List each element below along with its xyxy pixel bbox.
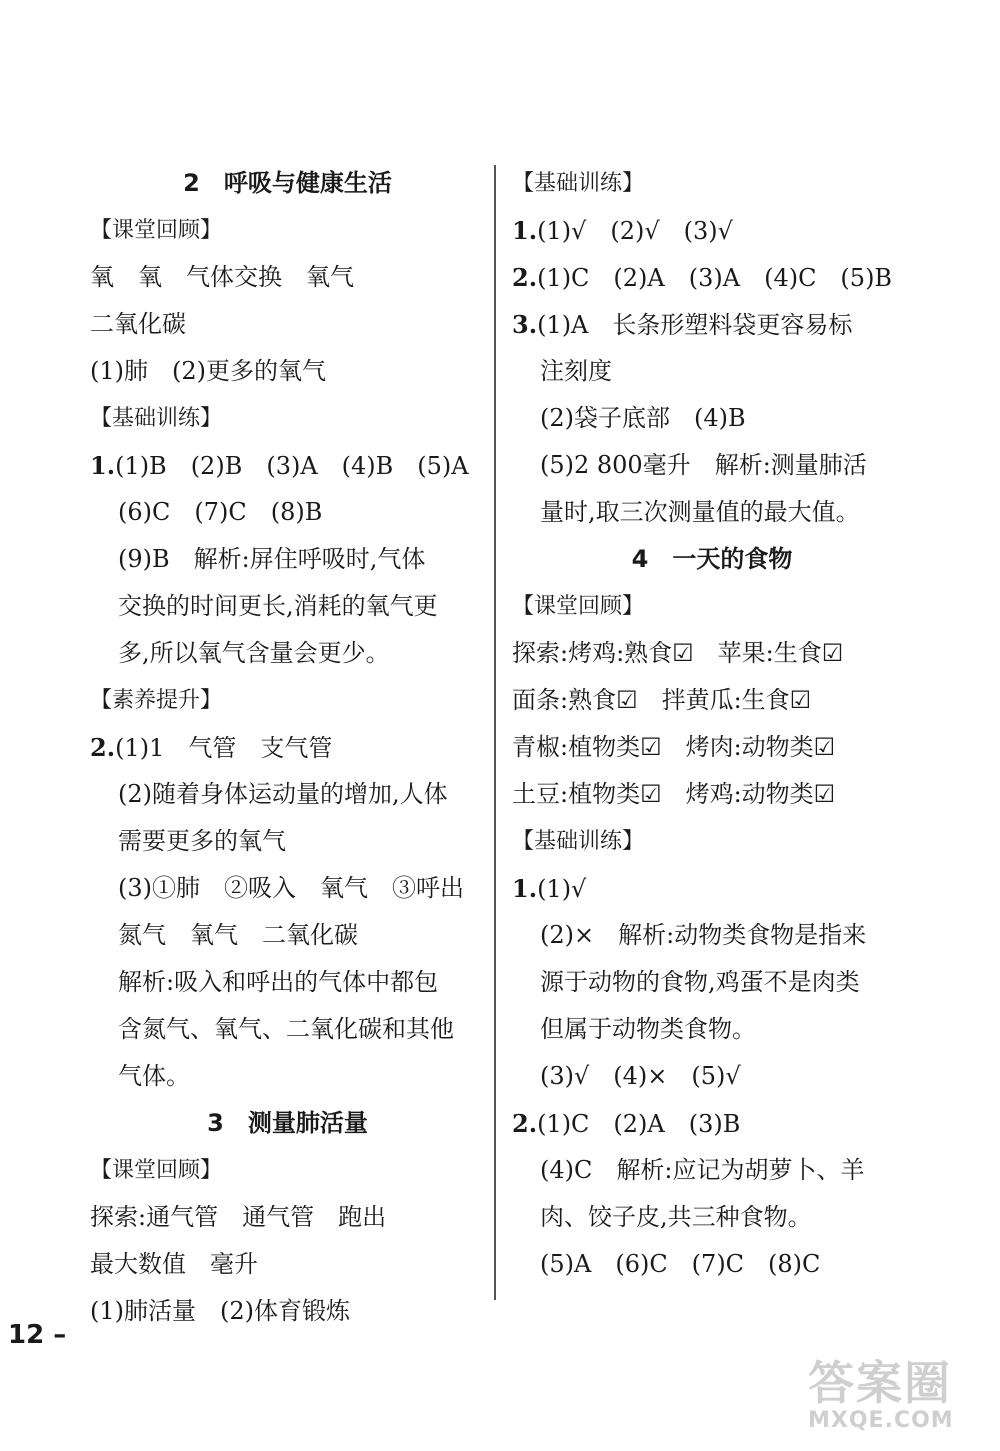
answer-line: (1)肺活量 (2)体育锻炼 <box>90 1297 350 1325</box>
answer-line: (6)C (7)C (8)B <box>118 498 323 526</box>
answer-line: 含氮气、氧气、二氧化碳和其他 <box>118 1015 454 1043</box>
page-number: 12 – <box>8 1320 67 1350</box>
answer-line: 气体。 <box>118 1062 190 1090</box>
answer-line: (4)C 解析:应记为胡萝卜、羊 <box>540 1156 865 1184</box>
answer-line: 交换的时间更长,消耗的氧气更 <box>118 592 438 620</box>
section-heading: 【基础训练】 <box>90 406 223 431</box>
answer-line: (5)A (6)C (7)C (8)C <box>540 1250 821 1278</box>
question-number: 1. <box>512 874 538 903</box>
question-line <box>512 1100 912 1147</box>
answer-line: 肉、饺子皮,共三种食物。 <box>540 1203 812 1231</box>
watermark-url: MXQE.COM <box>808 1408 954 1433</box>
answer-line: 氧 氧 气体交换 氧气 <box>90 263 354 291</box>
answer-line: 探索:烤鸡:熟食☑ 苹果:生食☑ <box>512 639 844 667</box>
answer-line: (9)B 解析:屏住呼吸时,气体 <box>118 545 426 573</box>
answer-line: 解析:吸入和呼出的气体中都包 <box>118 968 439 996</box>
answer-text: (1)B (2)B (3)A (4)B (5)A <box>115 452 469 480</box>
answer-text: (1)C (2)A (3)A (4)C (5)B <box>537 264 893 292</box>
column-divider <box>494 165 496 1300</box>
section-title: 4 一天的食物 <box>631 545 793 573</box>
answer-line: (3)√ (4)× (5)√ <box>540 1062 741 1090</box>
question-number: 2. <box>512 263 538 292</box>
answer-line: (2)× 解析:动物类食物是指来 <box>540 921 867 949</box>
answer-line: 量时,取三次测量值的最大值。 <box>540 498 860 526</box>
answer-line: 多,所以氧气含量会更少。 <box>118 639 390 667</box>
watermark-text: 答案圈 <box>808 1356 952 1410</box>
answer-line: 需要更多的氧气 <box>118 827 286 855</box>
section-heading: 【课堂回顾】 <box>512 594 645 619</box>
section-heading: 【基础训练】 <box>512 171 645 196</box>
answer-line: (5)2 800毫升 解析:测量肺活 <box>540 451 867 479</box>
answer-line: 注刻度 <box>540 357 612 385</box>
question-line <box>90 724 485 771</box>
question-number: 2. <box>90 733 116 762</box>
answer-line: 探索:通气管 通气管 跑出 <box>90 1203 387 1231</box>
question-line <box>90 442 485 489</box>
answer-line: 源于动物的食物,鸡蛋不是肉类 <box>540 968 860 996</box>
answer-text: (1)√ <box>537 875 587 903</box>
answer-line: 氮气 氧气 二氧化碳 <box>118 921 358 949</box>
answer-text: (1)A 长条形塑料袋更容易标 <box>537 311 853 339</box>
section-title: 3 测量肺活量 <box>207 1109 368 1137</box>
question-number: 2. <box>512 1109 538 1138</box>
question-line <box>512 865 912 912</box>
answer-line: 土豆:植物类☑ 烤鸡:动物类☑ <box>512 780 836 808</box>
watermark-logo <box>808 1358 988 1434</box>
section-heading: 【课堂回顾】 <box>90 1158 223 1183</box>
question-number: 3. <box>512 310 538 339</box>
answer-text: (1)C (2)A (3)B <box>537 1110 741 1138</box>
section-heading: 【基础训练】 <box>512 829 645 854</box>
answer-line: (1)肺 (2)更多的氧气 <box>90 357 326 385</box>
section-title: 2 呼吸与健康生活 <box>183 169 392 197</box>
answer-line: (2)袋子底部 (4)B <box>540 404 746 432</box>
question-line <box>512 301 912 348</box>
answer-line: (2)随着身体运动量的增加,人体 <box>118 780 448 808</box>
left-column <box>90 160 485 1335</box>
answer-text: (1)1 气管 支气管 <box>115 734 333 762</box>
answer-line: 但属于动物类食物。 <box>540 1015 756 1043</box>
question-line <box>512 207 912 254</box>
answer-line: 二氧化碳 <box>90 310 186 338</box>
answer-text: (1)√ (2)√ (3)√ <box>537 217 733 245</box>
question-line <box>512 254 912 301</box>
section-heading: 【课堂回顾】 <box>90 218 223 243</box>
answer-line: 面条:熟食☑ 拌黄瓜:生食☑ <box>512 686 812 714</box>
answer-line: 最大数值 毫升 <box>90 1250 258 1278</box>
section-heading: 【素养提升】 <box>90 688 223 713</box>
answer-line: (3)①肺 ②吸入 氧气 ③呼出 <box>118 874 464 902</box>
answer-line: 青椒:植物类☑ 烤肉:动物类☑ <box>512 733 836 761</box>
right-column <box>512 160 912 1288</box>
question-number: 1. <box>512 216 538 245</box>
question-number: 1. <box>90 451 116 480</box>
